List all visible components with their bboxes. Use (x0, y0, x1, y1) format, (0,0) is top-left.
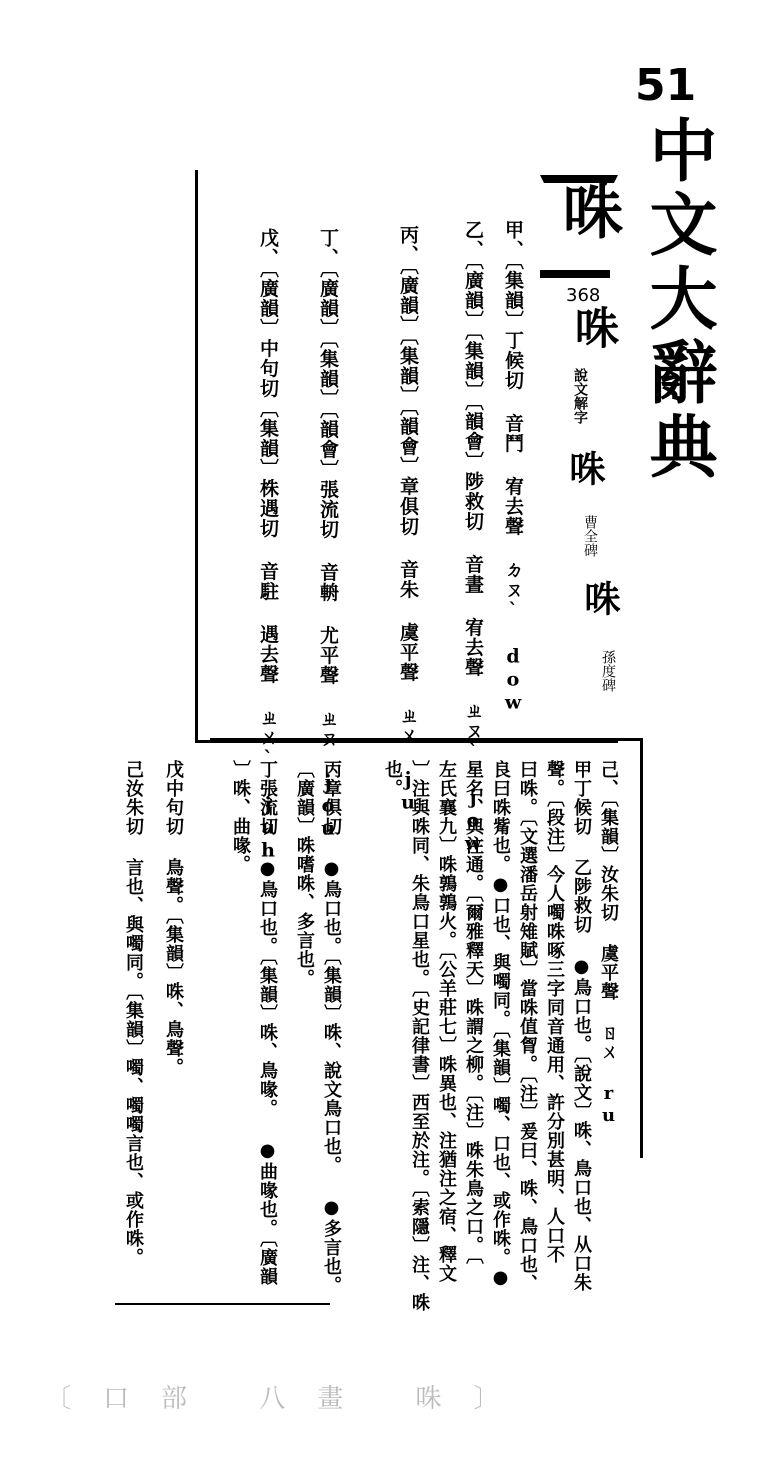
reading-label: 乙、 (462, 220, 484, 260)
def-line: 己、〔集韻〕汝朱切 虞平聲 ㄖㄨ ru (598, 760, 619, 1127)
variant-glyph-1: 咮 (564, 450, 606, 486)
def-line: 左氏襄九〕咮鶉鶉火。〔公羊莊七〕咮異也、注猶注之宿、釋文 (436, 760, 457, 1283)
def-line: 〕注與咮同、朱鳥口星也。〔史記律書〕西至於注。〔索隱〕注、咮 (409, 760, 430, 1312)
def-line: 曰咮。〔文選潘岳射雉賦〕當咮值胷。〔注〕爰曰、咮、鳥口也、 (517, 760, 538, 1293)
reading-label: 甲、 (502, 220, 524, 260)
reading-text: 〔廣韻〕〔集韻〕〔韻會〕張流切 音輈 尤平聲 ㄓㄡ jou (317, 268, 339, 841)
def-line: 〕咮、曲喙。 (230, 760, 251, 874)
entry-number: 368 (566, 285, 601, 306)
headword-bracket-bottom (540, 262, 610, 278)
def-line: 丙章俱切 ●鳥口也。〔集韻〕咮、說文鳥口也。 ●多言也。 (321, 760, 342, 1295)
def-line: 聲。〔段注〕今人噣咮啄三字同音通用、許分別甚明、人口不 (544, 760, 565, 1264)
seal-glyph: 咮 (567, 305, 618, 349)
def-line: 戊中句切 鳥聲。〔集韻〕咮、鳥聲。 (163, 760, 184, 1077)
variant-glyph-2: 咮 (579, 580, 621, 616)
def-line: 良曰咮觜也。●口也、與噣同。〔集韻〕噣、口也、或作咮。● (490, 760, 511, 1289)
reading-text: 〔廣韻〕〔集韻〕〔韻會〕陟救切 音晝 宥去聲 ㄓㄡˋ jow (462, 260, 484, 856)
dictionary-title: 中文大辭典 (638, 115, 718, 485)
def-line: 甲丁候切 乙陟救切 ●鳥口也。〔說文〕咮、鳥口也、从口朱 (571, 760, 592, 1292)
reading-text: 〔廣韻〕中句切〔集韻〕株遇切 音駐 遇去聲 ㄓㄨˋ juh (257, 268, 279, 863)
right-rule (640, 738, 643, 1158)
reading-label: 丁、 (317, 228, 339, 268)
reading-3 (395, 225, 422, 815)
reading-label: 戊、 (257, 228, 279, 268)
reading-label: 丙、 (397, 225, 419, 265)
seal-source-label: 說文解字 (572, 368, 588, 424)
def-line: 也。 (382, 760, 403, 798)
def-line: 星名、與注通。〔爾雅釋天〕咮謂之柳。〔注〕咮朱鳥之口。〔 (463, 760, 484, 1265)
headword: 咮 (553, 180, 623, 240)
def-line: 己汝朱切 言也、與噣同。〔集韻〕噣、噣噣言也、或作咮。 (123, 760, 144, 1267)
variant-label-1: 曹全碑 (582, 515, 598, 557)
def-line: 〔廣韻〕咮嗜咮、多言也。 (294, 760, 315, 988)
reading-text: 〔集韻〕丁候切 音鬥 宥去聲 ㄉㄡˋ dow (502, 260, 524, 715)
def-line: 丁張流切 ●鳥口也。〔集韻〕咮、鳥喙。 ●曲喙也。〔廣韻 (257, 760, 278, 1286)
reading-1 (500, 220, 527, 715)
faint-footer-text: 〔口部 八畫 咮〕 (45, 1384, 532, 1414)
reading-text: 〔廣韻〕〔集韻〕〔韻會〕章俱切 音朱 虞平聲 ㄓㄨ ju (397, 265, 419, 815)
reading-4 (315, 228, 342, 841)
page-number: 51 (635, 60, 697, 111)
bottom-rule (115, 1303, 330, 1305)
variant-label-2: 孫度碑 (600, 650, 616, 692)
